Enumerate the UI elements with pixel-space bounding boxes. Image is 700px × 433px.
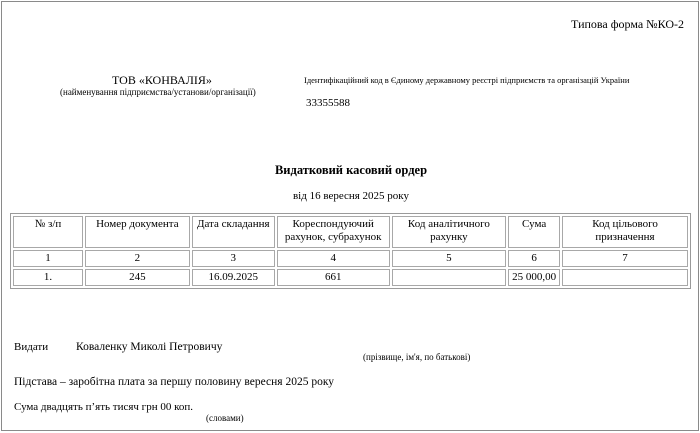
- column-number-cell: 7: [562, 250, 688, 267]
- purpose-code-cell: [562, 269, 688, 286]
- header-cell: Код аналітичного рахунку: [392, 216, 507, 248]
- header-cell: Номер документа: [85, 216, 190, 248]
- organization-name: ТОВ «КОНВАЛІЯ»: [112, 73, 212, 87]
- table-row: [13, 269, 688, 286]
- sum-in-words-caption: (словами): [206, 413, 244, 423]
- column-number-cell: 2: [85, 250, 190, 267]
- document-date: від 16 вересня 2025 року: [292, 190, 410, 202]
- column-number-cell: 3: [192, 250, 275, 267]
- cash-order-page: [1, 1, 699, 431]
- date-cell: 16.09.2025: [192, 269, 275, 286]
- amount-cell: 25 000,00: [508, 269, 560, 286]
- organization-code-label: Ідентифікаційний код в Єдиному державному реєстрі підприємств та організацій України: [304, 75, 630, 85]
- recipient-caption: (прізвище, ім'я, по батькові): [363, 352, 471, 362]
- header-cell: Сума: [508, 216, 560, 248]
- header-cell: № з/п: [13, 216, 83, 248]
- header-cell: Кореспондуючий рахунок, субрахунок: [277, 216, 390, 248]
- order-table: [10, 213, 691, 289]
- header-cell: Код цільового призначення: [562, 216, 688, 248]
- analytic-code-cell: [392, 269, 507, 286]
- account-cell: 661: [277, 269, 390, 286]
- organization-name-caption: (найменування підприємства/установи/організації): [60, 87, 256, 97]
- document-number-cell: 245: [85, 269, 190, 286]
- column-number-cell: 5: [392, 250, 507, 267]
- row-index-cell: 1.: [13, 269, 83, 286]
- column-number-cell: 1: [13, 250, 83, 267]
- sum-in-words: Сума двадцять п’ять тисяч грн 00 коп.: [14, 401, 194, 413]
- header-cell: Дата складання: [192, 216, 275, 248]
- recipient-name: Коваленку Миколі Петровичу: [76, 341, 223, 353]
- payment-basis: Підстава – заробітна плата за першу половину вересня 2025 року: [14, 376, 335, 388]
- table-header-row: [13, 216, 688, 248]
- form-type: Типова форма №КО-2: [571, 17, 684, 31]
- column-number-cell: 6: [508, 250, 560, 267]
- column-number-cell: 4: [277, 250, 390, 267]
- column-number-row: [13, 250, 688, 267]
- issue-label: Видати: [14, 341, 49, 353]
- organization-code-value: 33355588: [306, 97, 350, 109]
- document-title: Видатковий касовий ордер: [274, 163, 428, 177]
